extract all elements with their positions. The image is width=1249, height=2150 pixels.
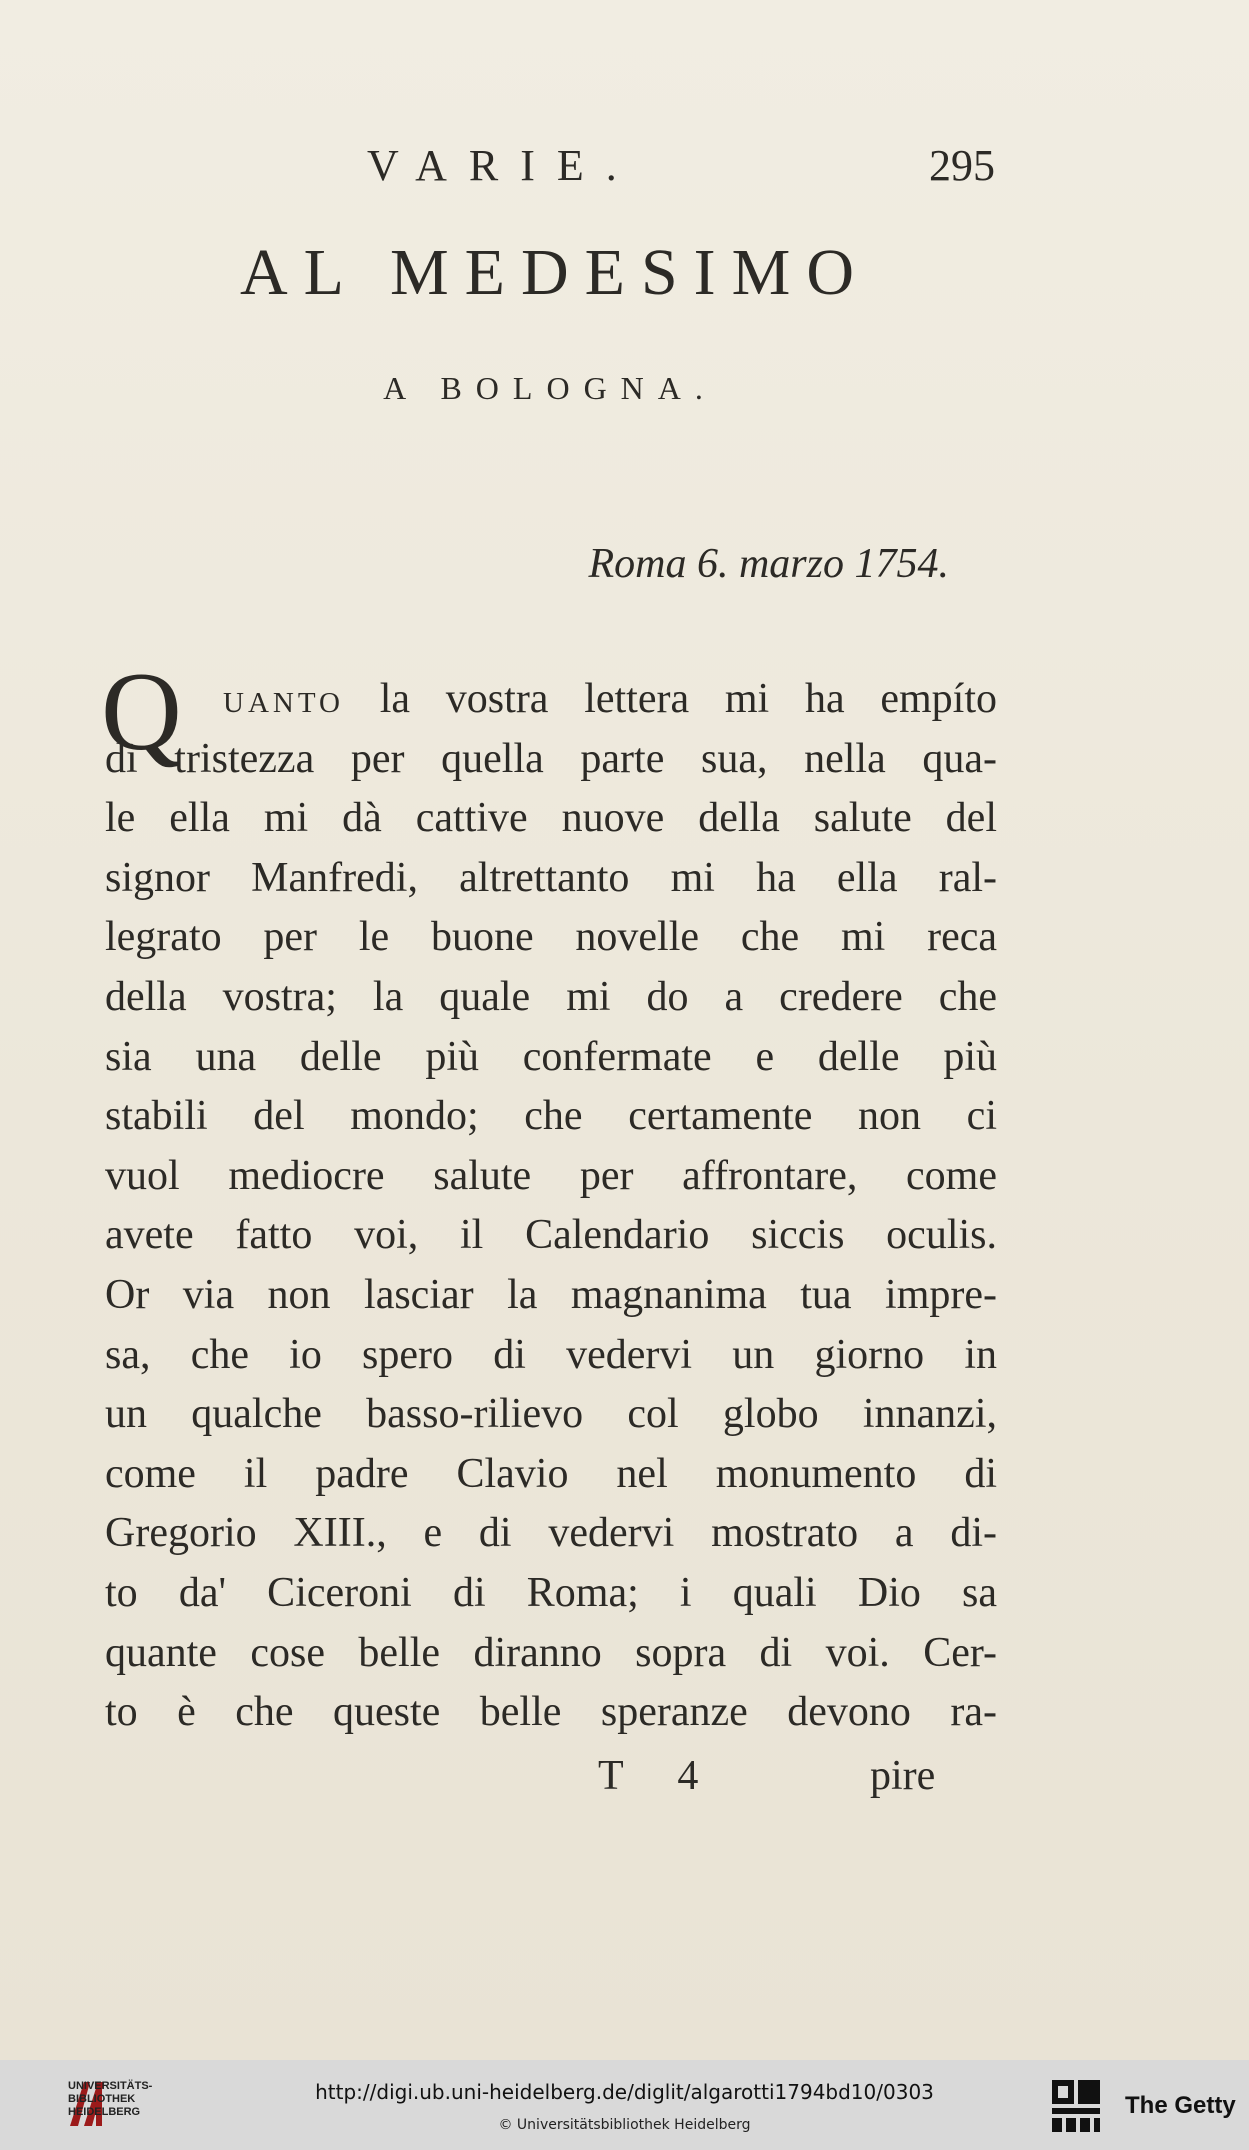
body-line: signor Manfredi, altrettanto mi ha ella ral- [105, 854, 997, 901]
body-line: vuol mediocre salute per affrontare, come [105, 1152, 997, 1199]
page-number: 295 [929, 141, 995, 190]
letter-subtitle: A BOLOGNA. [383, 370, 717, 406]
letter-title: AL MEDESIMO [239, 236, 871, 309]
body-line: come il padre Clavio nel monumento di [105, 1450, 997, 1497]
body-line: Or via non lasciar la magnanima tua impre- [105, 1271, 997, 1318]
body-line: quante cose belle diranno sopra di voi. Cer- [105, 1629, 997, 1676]
body-line: un qualche basso-rilievo col globo innanzi, [105, 1391, 997, 1438]
body-line: le ella mi dà cattive nuove della salute del [105, 795, 997, 842]
running-title: VARIE. [367, 141, 639, 190]
library-name: UNIVERSITÄTS- BIBLIOTHEK HEIDELBERG [68, 2080, 153, 2118]
body-line: legrato per le buone novelle che mi reca [105, 914, 997, 961]
getty-logo-icon [1050, 2078, 1102, 2134]
body-line: to da' Ciceroni di Roma; i quali Dio sa [105, 1569, 997, 1616]
body-line: di tristezza per quella parte sua, nella qua- [105, 735, 997, 782]
signature-mark: T 4 [598, 1753, 721, 1799]
body-line: stabili del mondo; che certamente non ci [105, 1093, 997, 1140]
body-line: sia una delle più confermate e delle più [105, 1033, 997, 1080]
body-line: Gregorio XIII., e di vedervi mostrato a di- [105, 1510, 997, 1557]
drop-cap: Q [101, 650, 182, 774]
viewer-footer [0, 2060, 1249, 2150]
page-foot [105, 1752, 997, 1812]
running-head [105, 140, 995, 200]
dateline: Roma 6. marzo 1754. [588, 541, 949, 587]
letter-body [101, 650, 998, 1743]
body-line-text: la vostra lettera mi ha empíto [379, 676, 998, 722]
body-line: avete fatto voi, il Calendario siccis oculis. [105, 1212, 997, 1259]
body-line: sa, che io spero di vedervi un giorno in [105, 1331, 997, 1378]
sponsor-name: The Getty [1125, 2092, 1236, 2119]
body-line: to è che queste belle speranze devono ra- [105, 1689, 997, 1736]
first-word-rest: uanto [223, 676, 344, 722]
body-line: della vostra; la quale mi do a credere che [105, 973, 997, 1020]
permalink-url[interactable]: http://digi.ub.uni-heidelberg.de/diglit/algarotti1794bd10/0303 [315, 2080, 934, 2104]
copyright-notice: © Universitätsbibliothek Heidelberg [498, 2117, 751, 2133]
catchword: pire [870, 1753, 936, 1799]
